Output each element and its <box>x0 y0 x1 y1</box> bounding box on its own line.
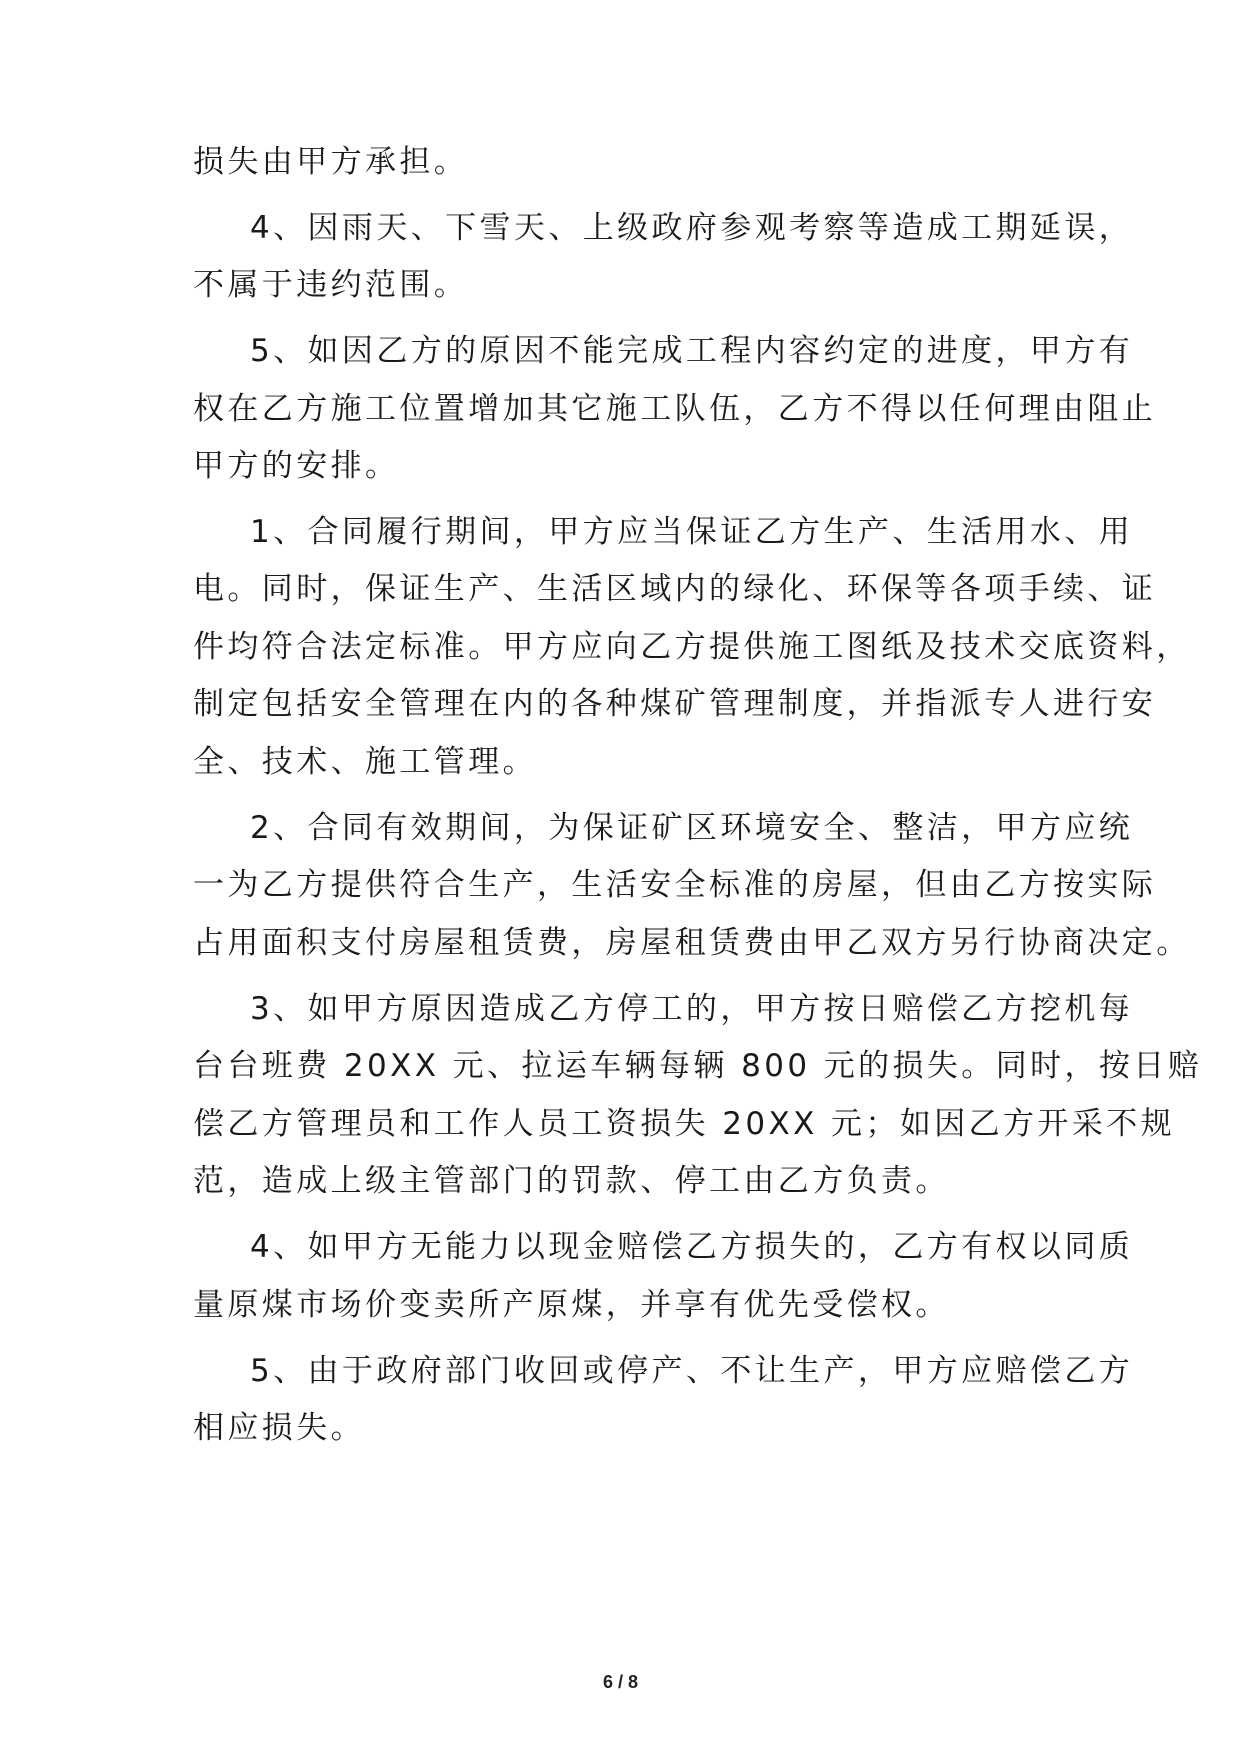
text-line: 3、如甲方原因造成乙方停工的，甲方按日赔偿乙方挖机每 <box>250 991 1134 1027</box>
text-line: 权在乙方施工位置增加其它施工队伍，乙方不得以任何理由阻止 <box>193 391 1157 427</box>
text-line: 4、如甲方无能力以现金赔偿乙方损失的，乙方有权以同质 <box>250 1229 1134 1265</box>
text-line: 4、因雨天、下雪天、上级政府参观考察等造成工期延误， <box>250 210 1134 246</box>
text-line: 1、合同履行期间，甲方应当保证乙方生产、生活用水、用 <box>250 514 1134 550</box>
text-line: 量原煤市场价变卖所产原煤，并享有优先受偿权。 <box>193 1287 950 1323</box>
text-line: 一为乙方提供符合生产，生活安全标准的房屋，但由乙方按实际 <box>193 867 1157 903</box>
text-line: 件均符合法定标准。甲方应向乙方提供施工图纸及技术交底资料， <box>193 629 1191 665</box>
text-line: 甲方的安排。 <box>193 448 400 484</box>
text-line: 全、技术、施工管理。 <box>193 744 537 780</box>
text-line: 损失由甲方承担。 <box>193 144 469 180</box>
text-line: 相应损失。 <box>193 1410 365 1446</box>
page-number: 6 / 8 <box>602 1672 639 1692</box>
text-line: 范，造成上级主管部门的罚款、停工由乙方负责。 <box>193 1163 950 1199</box>
text-line: 台台班费 20XX 元、拉运车辆每辆 800 元的损失。同时，按日赔 <box>193 1048 1203 1084</box>
text-line: 2、合同有效期间，为保证矿区环境安全、整洁，甲方应统 <box>250 810 1134 846</box>
text-line: 制定包括安全管理在内的各种煤矿管理制度，并指派专人进行安 <box>193 686 1157 722</box>
text-line: 电。同时，保证生产、生活区域内的绿化、环保等各项手续、证 <box>193 571 1157 607</box>
text-line: 5、如因乙方的原因不能完成工程内容约定的进度，甲方有 <box>250 333 1134 369</box>
text-line: 不属于违约范围。 <box>193 267 469 303</box>
text-line: 偿乙方管理员和工作人员工资损失 20XX 元；如因乙方开采不规 <box>193 1106 1176 1142</box>
text-line: 5、由于政府部门收回或停产、不让生产，甲方应赔偿乙方 <box>250 1353 1134 1389</box>
text-line: 占用面积支付房屋租赁费，房屋租赁费由甲乙双方另行协商决定。 <box>193 925 1191 961</box>
